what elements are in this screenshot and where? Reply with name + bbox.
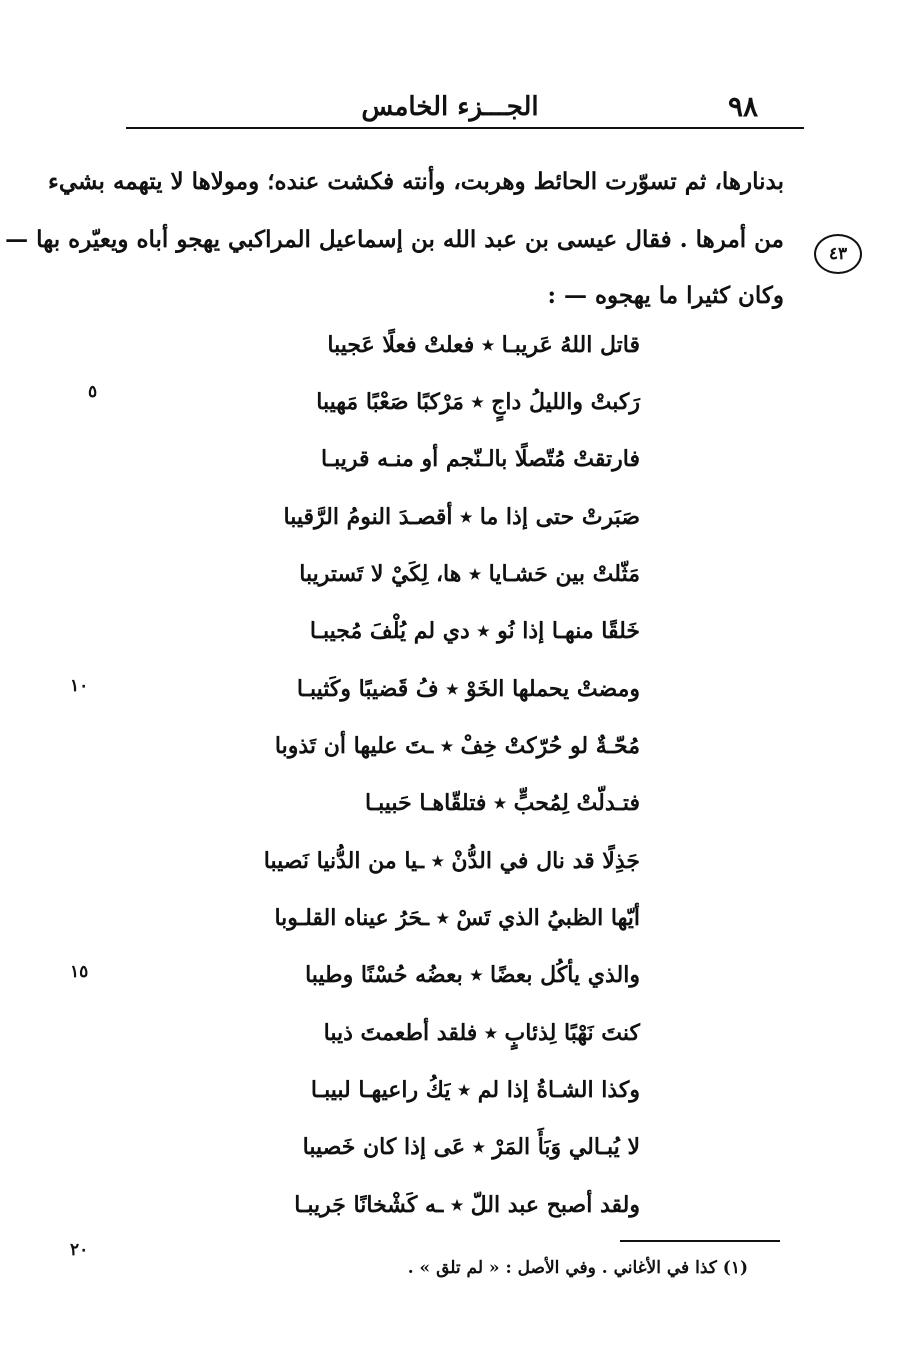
verse-line: فتـدلّتْ لِمُحبٍّ ٭ فتلقّاهـا حَبيبـا xyxy=(365,790,640,816)
line-number: ١٠ xyxy=(70,676,89,696)
verse-line: ومضتْ يحملها الخَوْ ٭ فُ قَضيبًا وكَثيبـا xyxy=(296,676,640,702)
footnote-divider xyxy=(620,1240,780,1242)
verse-line: لا يُبـالي وَبَأَ المَرْ ٭ عَى إذا كان خَصيبا xyxy=(302,1134,640,1160)
line-number: ١٥ xyxy=(70,962,89,982)
side-note-label: ٤٣ xyxy=(828,244,848,264)
verse-line: مَثّلتْ بين حَشـايا ٭ ها، لِكَيْ لا تَستريبا xyxy=(299,561,640,587)
prose-line: وكان كثيرا ما يهجوه — : xyxy=(547,282,784,309)
verse-line: رَكبتْ والليلُ داجٍ ٭ مَرْكبًا صَعْبًا مَهيبا xyxy=(316,389,640,415)
footnote: (١) كذا في الأغاني . وفي الأصل : « لم تلق » . xyxy=(407,1258,748,1278)
side-note-number xyxy=(814,234,862,274)
verse-line: ولقد أصبح عبد اللّ ٭ ـه كَشْخانًا جَريبـا xyxy=(294,1192,640,1218)
verse-line: وكذا الشـاةُ إذا لم ٭ يَكُ راعيهـا لبيبـا xyxy=(310,1077,640,1103)
header-divider xyxy=(126,127,804,129)
verse-line: أيّها الظبيُ الذي تَسْ ٭ ـحَرُ عيناه القلـوبا xyxy=(274,905,640,931)
page-number: ٩٨ xyxy=(728,90,759,123)
running-head: الجـــزء الخامس xyxy=(361,92,539,122)
verse-line: فارتقتْ مُتّصلًا بالـنّجم أو منـه قريبـا xyxy=(320,446,640,472)
prose-line: بدنارها، ثم تسوّرت الحائط وهربت، وأنته فكشت عنده؛ ومولاها لا يتهمه بشيء xyxy=(48,168,784,195)
verse-line: قاتل اللهُ عَريبـا ٭ فعلتْ فعلًا عَجيبا xyxy=(327,332,640,358)
prose-line: من أمرها . فقال عيسى بن عبد الله بن إسماعيل المراكبي يهجو أباه ويعيّره بها — xyxy=(5,226,784,253)
verse-line: خَلقًا منهـا إذا نُو ٭ دي لم يُلْفَ مُجيبـا xyxy=(309,618,640,644)
verse-line: صَبَرتْ حتى إذا ما ٭ أقصـدَ النومُ الرَّقيبا xyxy=(283,504,640,530)
line-number: ٢٠ xyxy=(70,1240,89,1260)
verse-line: جَذِلًا قد نال في الدُّنْ ٭ ـيا من الدُّنيا نَصيبا xyxy=(263,848,640,874)
verse-line: كنتَ نَهْبًا لِذئابٍ ٭ فلقد أطعمتَ ذيبا xyxy=(323,1020,640,1046)
line-number: ٥ xyxy=(88,382,98,402)
verse-line: مُحّـةٌ لو حُرّكتْ خِفْ ٭ ـتَ عليها أن تَذوبا xyxy=(274,733,640,759)
verse-line: والذي يأكُل بعضًا ٭ بعضُه حُسْنًا وطيبا xyxy=(305,962,640,988)
